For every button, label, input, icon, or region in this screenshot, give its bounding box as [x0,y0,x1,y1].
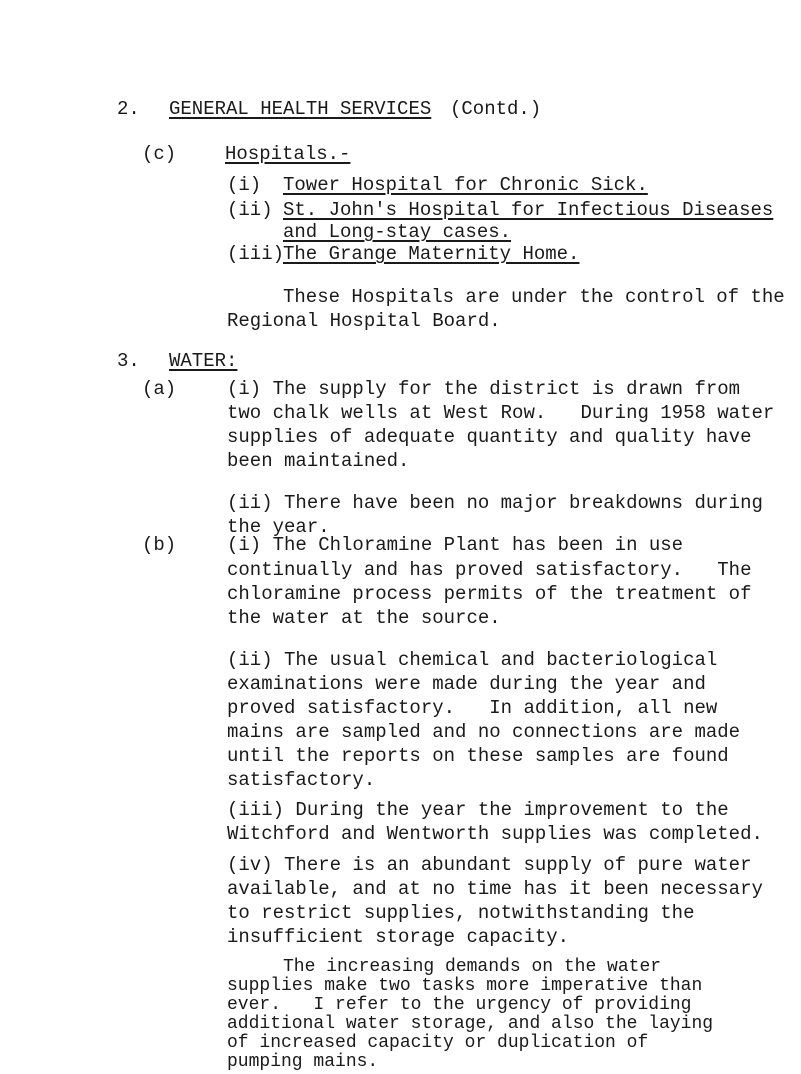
closing-line-1: The increasing demands on the water [283,957,662,977]
b-i-line-2: continually and has proved satisfactory. The [227,559,752,581]
closing-line-3: ever. I refer to the urgency of providing [227,995,692,1015]
b-ii-line-1: (ii) The usual chemical and bacteriological [227,649,718,671]
b-ii-line-5: until the reports on these samples are found [227,745,729,767]
a-i-line-3: supplies of adequate quantity and quality have [227,426,752,448]
hospital-1-name: Tower Hospital for Chronic Sick. [283,174,648,196]
section-2-number: 2. [117,98,140,120]
section-2-title: GENERAL HEALTH SERVICES [169,98,432,120]
closing-line-5: of increased capacity or duplication of [227,1033,649,1053]
b-iv-line-3: to restrict supplies, notwithstanding the [227,902,695,924]
subsection-c-title: Hospitals.- [225,143,351,165]
hospital-2-name-cont: and Long-stay cases. [283,221,512,243]
b-iv-line-1: (iv) There is an abundant supply of pure water [227,854,752,876]
section-3-number: 3. [117,350,140,372]
hospital-2-name: St. John's Hospital for Infectious Diseases [283,199,774,221]
section-3-title: WATER: [169,350,238,372]
closing-line-4: additional water storage, and also the laying [227,1014,714,1034]
a-i-line-1: (i) The supply for the district is drawn from [227,378,741,400]
hospital-3-num: (iii) [227,243,285,265]
subsection-b-label: (b) [142,534,177,556]
b-iii-line-1: (iii) During the year the improvement to the [227,799,729,821]
b-iv-line-4: insufficient storage capacity. [227,926,570,948]
closing-line-2: supplies make two tasks more imperative than [227,976,703,996]
subsection-c-label: (c) [142,143,177,165]
hospital-3-name: The Grange Maternity Home. [283,243,580,265]
b-i-line-1: (i) The Chloramine Plant has been in use [227,534,684,556]
hospitals-note-line-1: These Hospitals are under the control of the [283,286,785,308]
hospitals-note-line-2: Regional Hospital Board. [227,310,501,332]
b-ii-line-2: examinations were made during the year and [227,673,706,695]
b-ii-line-3: proved satisfactory. In addition, all new [227,697,718,719]
b-iv-line-2: available, and at no time has it been necessary [227,878,763,900]
a-i-line-2: two chalk wells at West Row. During 1958 water [227,402,775,424]
subsection-a-label: (a) [142,378,177,400]
hospital-2-num: (ii) [227,199,273,221]
b-ii-line-6: satisfactory. [227,769,376,791]
b-i-line-4: the water at the source. [227,607,501,629]
b-i-line-3: chloramine process permits of the treatment of [227,583,752,605]
hospital-1-num: (i) [227,174,262,196]
a-ii-line-1: (ii) There have been no major breakdowns during [227,492,763,514]
closing-line-6: pumping mains. [227,1052,379,1072]
a-i-line-4: been maintained. [227,450,410,472]
a-ii-line-2: the year. [227,516,330,538]
section-2-title-suffix: (Contd.) [450,98,542,120]
b-ii-line-4: mains are sampled and no connections are made [227,721,741,743]
b-iii-line-2: Witchford and Wentworth supplies was completed. [227,823,763,845]
